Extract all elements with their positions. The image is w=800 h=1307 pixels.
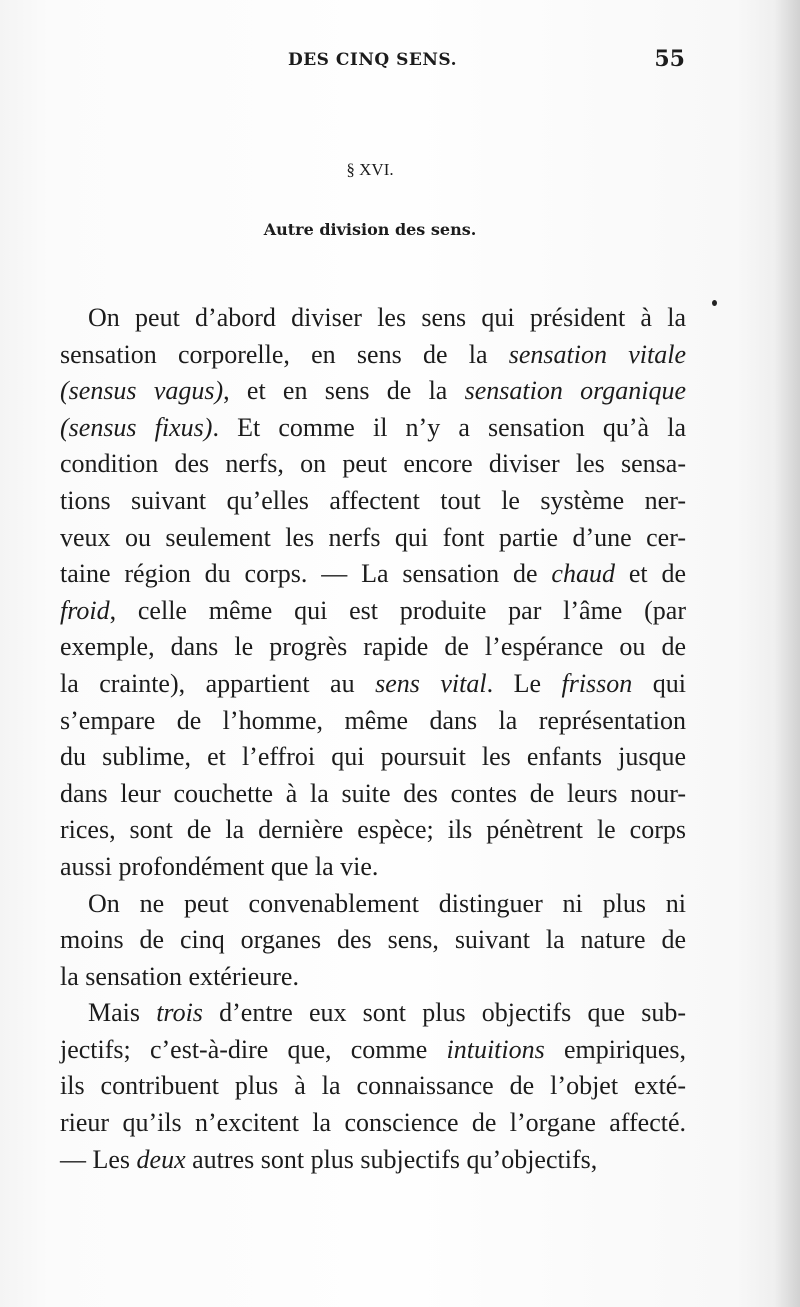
paragraph	[60, 995, 686, 1178]
paragraph	[60, 300, 686, 886]
text-run: taine région du corps. — La sensation de	[60, 559, 552, 589]
spine-shadow	[774, 0, 800, 1307]
text-line	[60, 666, 686, 703]
page-number: 55	[654, 46, 685, 72]
italic-run: intuitions	[446, 1034, 545, 1064]
text-run: dans leur couchette à la suite des contes de leurs nour-	[60, 778, 686, 808]
text-run: jectifs; c’est-à-dire que, comme	[60, 1034, 447, 1064]
text-run: Mais	[88, 998, 157, 1028]
text-run: condition des nerfs, on peut encore diviser les sensa-	[60, 449, 686, 479]
text-run: aussi profondément que la vie.	[60, 851, 379, 881]
print-speck	[712, 300, 717, 306]
italic-run: (sensus fixus)	[60, 412, 213, 442]
italic-run: sens vital	[375, 668, 487, 698]
page-header	[60, 44, 685, 78]
text-line	[60, 739, 686, 776]
text-line	[60, 922, 686, 959]
text-run: . Et comme il n’y a sensation qu’à la	[212, 412, 686, 442]
text-run: moins de cinq organes des sens, suivant la nature de	[60, 925, 686, 955]
text-line	[60, 520, 686, 557]
text-line	[60, 337, 686, 374]
paragraph	[60, 886, 686, 996]
text-line	[60, 300, 686, 337]
text-run: sensation corporelle, en sens de la	[60, 339, 509, 369]
italic-run: deux	[136, 1144, 186, 1174]
text-line	[60, 776, 686, 813]
text-run: du sublime, et l’effroi qui poursuit les enfants jusque	[60, 742, 686, 772]
italic-run: trois	[156, 998, 203, 1028]
text-run: — Les	[60, 1144, 137, 1174]
text-line	[60, 1068, 686, 1105]
text-run: tions suivant qu’elles affectent tout le système ner-	[60, 485, 686, 515]
text-run: , celle même qui est produite par l’âme (par	[109, 595, 686, 625]
text-line	[60, 446, 686, 483]
italic-run: (sensus vagus)	[60, 376, 224, 406]
text-line	[60, 483, 686, 520]
text-run: rices, sont de la dernière espèce; ils pénètrent le corps	[60, 815, 686, 845]
text-run: empiriques,	[544, 1034, 686, 1064]
text-line	[60, 849, 686, 886]
text-line	[60, 1105, 686, 1142]
text-run: qui	[632, 668, 687, 698]
text-run: . Le	[486, 668, 562, 698]
text-line	[60, 1032, 686, 1069]
text-line	[60, 629, 686, 666]
text-run: et de	[614, 559, 686, 589]
text-run: la crainte), appartient au	[60, 668, 376, 698]
text-run: la sensation extérieure.	[60, 961, 299, 991]
text-line	[60, 410, 686, 447]
text-line	[60, 959, 686, 996]
text-run: ils contribuent plus à la connaissance de l’objet exté-	[60, 1071, 686, 1101]
text-line	[60, 1142, 686, 1179]
text-run: , et en sens de la	[223, 376, 465, 406]
italic-run: chaud	[551, 559, 615, 589]
italic-run: sensation vitale	[508, 339, 686, 369]
text-line	[60, 703, 686, 740]
text-line	[60, 593, 686, 630]
text-run: On ne peut convenablement distinguer ni plus ni	[88, 888, 686, 918]
italic-run: sensation organique	[464, 376, 687, 406]
body-text	[60, 300, 686, 1178]
running-head: DES CINQ SENS.	[287, 50, 457, 70]
text-run: exemple, dans le progrès rapide de l’espérance ou de	[60, 632, 686, 662]
text-line	[60, 995, 686, 1032]
section-number: § XVI.	[346, 160, 394, 179]
text-run: autres sont plus subjectifs qu’objectifs,	[185, 1144, 598, 1174]
text-run: d’entre eux sont plus objectifs que sub-	[202, 998, 687, 1028]
text-line	[60, 373, 686, 410]
text-run: On peut d’abord diviser les sens qui président à la	[88, 303, 686, 332]
section-title: Autre division des sens.	[263, 220, 477, 239]
text-line	[60, 886, 686, 923]
italic-run: frisson	[561, 668, 633, 698]
text-run: rieur qu’ils n’excitent la conscience de l’organe affecté.	[60, 1108, 686, 1138]
text-line	[60, 556, 686, 593]
text-line	[60, 812, 686, 849]
text-run: s’empare de l’homme, même dans la représentation	[60, 705, 686, 735]
italic-run: froid	[60, 595, 110, 625]
text-run: veux ou seulement les nerfs qui font partie d’une cer-	[60, 522, 686, 552]
